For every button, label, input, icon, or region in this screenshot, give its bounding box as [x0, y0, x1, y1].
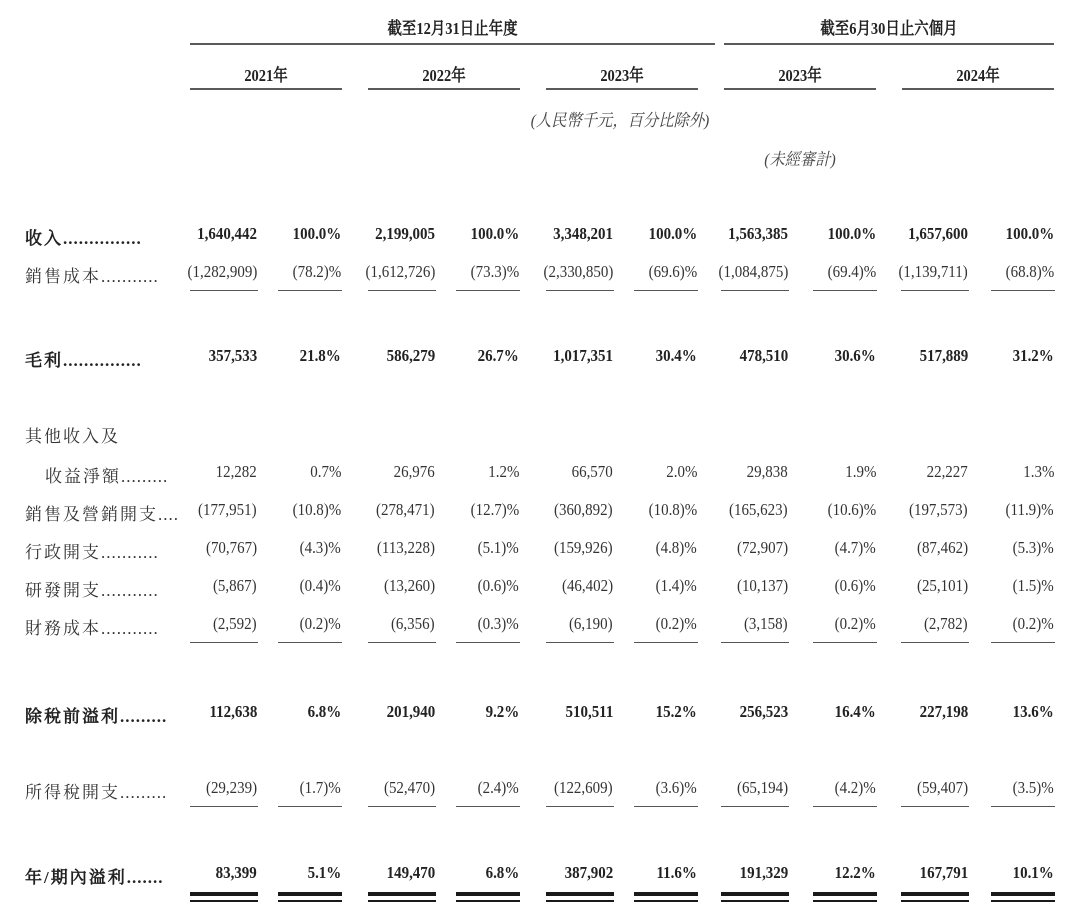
percent-cell: (3.5)%: [1012, 778, 1054, 797]
percent-cell: 11.6%: [656, 863, 697, 882]
subtotal-underline: [546, 642, 614, 643]
percent-cell: (68.8)%: [1005, 262, 1054, 281]
subtotal-underline: [991, 806, 1055, 807]
amount-cell: 2,199,005: [375, 224, 435, 243]
percent-cell: 6.8%: [307, 702, 341, 721]
total-double-underline: [901, 892, 969, 896]
percent-cell: (5.1)%: [477, 538, 519, 557]
percent-cell: 30.6%: [834, 346, 876, 365]
amount-cell: 1,640,442: [197, 224, 257, 243]
total-double-underline: [368, 900, 436, 902]
percent-cell: 10.1%: [1012, 863, 1054, 882]
subtotal-underline: [546, 290, 614, 291]
total-double-underline: [721, 900, 789, 902]
table-row: [0, 702, 1080, 728]
leader-dots: .........: [120, 707, 168, 726]
percent-cell: (5.3)%: [1012, 538, 1054, 557]
table-row: [0, 538, 1080, 564]
percent-cell: 100.0%: [470, 224, 519, 243]
total-double-underline: [813, 892, 877, 896]
amount-cell: (197,573): [909, 500, 968, 519]
subtotal-underline: [813, 290, 877, 291]
row-label: [25, 614, 159, 639]
subtotal-underline: [190, 642, 258, 643]
amount-cell: 29,838: [746, 462, 788, 481]
subtotal-underline: [278, 290, 342, 291]
amount-cell: (278,471): [376, 500, 435, 519]
percent-cell: (69.6)%: [648, 262, 697, 281]
percent-cell: 13.6%: [1012, 702, 1054, 721]
amount-cell: (59,407): [916, 778, 968, 797]
percent-cell: (0.4)%: [299, 576, 341, 595]
subtotal-underline: [456, 806, 520, 807]
percent-cell: (0.6)%: [477, 576, 519, 595]
unit-note: (人民幣千元，百分比除外): [530, 111, 710, 130]
amount-cell: (2,592): [213, 614, 257, 633]
row-label-text: 行政開支: [25, 543, 101, 562]
row-label: [25, 538, 159, 563]
leader-dots: ...........: [101, 543, 159, 562]
percent-cell: (4.8)%: [655, 538, 697, 557]
row-label-text: 收益淨額: [45, 467, 121, 486]
amount-cell: (5,867): [213, 576, 257, 595]
percent-cell: 1.9%: [844, 462, 876, 481]
header-group-six-months: 截至6月30日止六個月: [820, 19, 958, 38]
amount-cell: (1,084,875): [718, 262, 788, 281]
row-label-text: 除稅前溢利: [25, 707, 120, 726]
amount-cell: (165,623): [729, 500, 788, 519]
percent-cell: 100.0%: [648, 224, 697, 243]
row-label-text: 毛利: [25, 351, 63, 370]
percent-cell: (73.3)%: [470, 262, 519, 281]
percent-cell: 31.2%: [1012, 346, 1054, 365]
amount-cell: 83,399: [215, 863, 257, 882]
amount-cell: (25,101): [916, 576, 968, 595]
year-rule: [546, 88, 698, 90]
amount-cell: (2,330,850): [543, 262, 613, 281]
year-rule: [902, 88, 1054, 90]
amount-cell: (3,158): [744, 614, 788, 633]
subtotal-underline: [901, 290, 969, 291]
amount-cell: 149,470: [386, 863, 435, 882]
percent-cell: (0.6)%: [834, 576, 876, 595]
subtotal-underline: [813, 806, 877, 807]
leader-dots: ...........: [101, 581, 159, 600]
amount-cell: 1,017,351: [553, 346, 613, 365]
total-double-underline: [991, 892, 1055, 896]
amount-cell: 112,638: [209, 702, 257, 721]
subtotal-underline: [991, 290, 1055, 291]
row-label-text: 所得稅開支: [25, 783, 120, 802]
subtotal-underline: [813, 642, 877, 643]
year-header-2023-6m: 2023年: [778, 66, 822, 85]
row-label: [25, 346, 142, 371]
amount-cell: 256,523: [739, 702, 788, 721]
amount-cell: 387,902: [564, 863, 613, 882]
leader-dots: ...............: [63, 351, 142, 370]
leader-dots: .......: [126, 868, 164, 887]
percent-cell: 100.0%: [292, 224, 341, 243]
year-rule: [724, 88, 876, 90]
total-double-underline: [190, 892, 258, 896]
percent-cell: 9.2%: [485, 702, 519, 721]
percent-cell: (3.6)%: [655, 778, 697, 797]
amount-cell: (6,190): [569, 614, 613, 633]
amount-cell: (113,228): [376, 538, 435, 557]
total-double-underline: [634, 892, 698, 896]
leader-dots: .........: [120, 783, 168, 802]
percent-cell: (69.4)%: [827, 262, 876, 281]
leader-dots: ...............: [63, 229, 142, 248]
subtotal-underline: [368, 642, 436, 643]
amount-cell: (122,609): [554, 778, 613, 797]
total-double-underline: [278, 900, 342, 902]
amount-cell: 517,889: [919, 346, 968, 365]
total-double-underline: [546, 900, 614, 902]
amount-cell: 1,563,385: [728, 224, 788, 243]
subtotal-underline: [901, 642, 969, 643]
row-label: [25, 500, 179, 525]
subtotal-underline: [901, 806, 969, 807]
header-group-fiscal-year: 截至12月31日止年度: [387, 19, 518, 38]
percent-cell: 0.7%: [309, 462, 341, 481]
total-double-underline: [456, 892, 520, 896]
amount-cell: (72,907): [736, 538, 788, 557]
percent-cell: (2.4)%: [477, 778, 519, 797]
row-label: [25, 262, 159, 287]
subtotal-underline: [991, 642, 1055, 643]
amount-cell: (2,782): [924, 614, 968, 633]
percent-cell: 15.2%: [655, 702, 697, 721]
amount-cell: (1,612,726): [365, 262, 435, 281]
total-double-underline: [278, 892, 342, 896]
subtotal-underline: [634, 806, 698, 807]
amount-cell: (65,194): [736, 778, 788, 797]
leader-dots: ....: [158, 505, 179, 524]
row-label-text: 銷售及營銷開支: [25, 505, 158, 524]
amount-cell: 586,279: [386, 346, 435, 365]
total-double-underline: [368, 892, 436, 896]
subtotal-underline: [368, 806, 436, 807]
table-row: [0, 576, 1080, 602]
amount-cell: 191,329: [739, 863, 788, 882]
row-label-text: 銷售成本: [25, 267, 101, 286]
amount-cell: (1,139,711): [898, 262, 968, 281]
amount-cell: 167,791: [919, 863, 968, 882]
year-header-2022: 2022年: [422, 66, 466, 85]
amount-cell: (29,239): [205, 778, 257, 797]
subtotal-underline: [721, 642, 789, 643]
amount-cell: (46,402): [561, 576, 613, 595]
amount-cell: (177,951): [198, 500, 257, 519]
subtotal-underline: [456, 290, 520, 291]
total-double-underline: [190, 900, 258, 902]
row-label-text: 其他收入及: [25, 427, 120, 446]
percent-cell: 100.0%: [827, 224, 876, 243]
percent-cell: 26.7%: [477, 346, 519, 365]
subtotal-underline: [368, 290, 436, 291]
row-label: [25, 702, 167, 727]
amount-cell: 22,227: [926, 462, 968, 481]
row-label: [45, 462, 168, 487]
percent-cell: 1.3%: [1022, 462, 1054, 481]
table-row: [0, 346, 1080, 372]
percent-cell: (12.7)%: [470, 500, 519, 519]
subtotal-underline: [721, 806, 789, 807]
total-double-underline: [546, 892, 614, 896]
amount-cell: 1,657,600: [908, 224, 968, 243]
percent-cell: 12.2%: [834, 863, 876, 882]
percent-cell: 100.0%: [1005, 224, 1054, 243]
percent-cell: (4.7)%: [834, 538, 876, 557]
amount-cell: 66,570: [571, 462, 613, 481]
row-label-text: 收入: [25, 229, 63, 248]
percent-cell: (0.2)%: [1012, 614, 1054, 633]
table-row: [0, 500, 1080, 526]
amount-cell: 478,510: [739, 346, 788, 365]
amount-cell: (52,470): [383, 778, 435, 797]
table-row: [0, 462, 1080, 488]
table-row: [0, 863, 1080, 889]
percent-cell: (10.6)%: [827, 500, 876, 519]
year-rule: [368, 88, 520, 90]
percent-cell: 2.0%: [665, 462, 697, 481]
percent-cell: (0.2)%: [299, 614, 341, 633]
row-label-text: 財務成本: [25, 619, 101, 638]
percent-cell: (4.3)%: [299, 538, 341, 557]
amount-cell: (87,462): [916, 538, 968, 557]
total-double-underline: [813, 900, 877, 902]
header-rule-six-months: [724, 43, 1054, 45]
row-label-text: 研發開支: [25, 581, 101, 600]
amount-cell: 357,533: [208, 346, 257, 365]
header-rule-fiscal-year: [190, 43, 715, 45]
row-label: [25, 224, 142, 249]
year-rule: [190, 88, 342, 90]
amount-cell: 227,198: [919, 702, 968, 721]
percent-cell: 30.4%: [655, 346, 697, 365]
total-double-underline: [634, 900, 698, 902]
leader-dots: ...........: [101, 267, 159, 286]
year-header-2021: 2021年: [244, 66, 288, 85]
amount-cell: (360,892): [554, 500, 613, 519]
table-row: [0, 262, 1080, 288]
total-double-underline: [991, 900, 1055, 902]
subtotal-underline: [278, 642, 342, 643]
amount-cell: (13,260): [383, 576, 435, 595]
subtotal-underline: [634, 642, 698, 643]
subtotal-underline: [634, 290, 698, 291]
subtotal-underline: [456, 642, 520, 643]
amount-cell: 12,282: [215, 462, 257, 481]
percent-cell: (1.7)%: [299, 778, 341, 797]
amount-cell: 3,348,201: [553, 224, 613, 243]
subtotal-underline: [546, 806, 614, 807]
amount-cell: (10,137): [736, 576, 788, 595]
table-row: [0, 224, 1080, 250]
row-label: [25, 576, 159, 601]
leader-dots: ...........: [101, 619, 159, 638]
subtotal-underline: [721, 290, 789, 291]
percent-cell: (10.8)%: [292, 500, 341, 519]
percent-cell: 5.1%: [307, 863, 341, 882]
table-row: [0, 614, 1080, 640]
subtotal-underline: [190, 806, 258, 807]
percent-cell: (78.2)%: [292, 262, 341, 281]
leader-dots: .........: [121, 467, 169, 486]
amount-cell: 201,940: [386, 702, 435, 721]
year-header-2023-fy: 2023年: [600, 66, 644, 85]
percent-cell: (0.2)%: [834, 614, 876, 633]
subtotal-underline: [190, 290, 258, 291]
percent-cell: (1.4)%: [655, 576, 697, 595]
unaudited-note: (未經審計): [764, 150, 836, 169]
percent-cell: (1.5)%: [1012, 576, 1054, 595]
row-label: [25, 778, 167, 803]
amount-cell: (6,356): [391, 614, 435, 633]
percent-cell: (10.8)%: [648, 500, 697, 519]
subtotal-underline: [278, 806, 342, 807]
percent-cell: (4.2)%: [834, 778, 876, 797]
amount-cell: (70,767): [205, 538, 257, 557]
row-label-text: 年/期內溢利: [25, 868, 127, 887]
row-label: [25, 422, 120, 447]
percent-cell: 16.4%: [834, 702, 876, 721]
percent-cell: 21.8%: [299, 346, 341, 365]
percent-cell: 1.2%: [487, 462, 519, 481]
year-header-2024-6m: 2024年: [956, 66, 1000, 85]
percent-cell: 6.8%: [485, 863, 519, 882]
row-label: [25, 863, 163, 888]
total-double-underline: [456, 900, 520, 902]
percent-cell: (0.3)%: [477, 614, 519, 633]
percent-cell: (0.2)%: [655, 614, 697, 633]
percent-cell: (11.9)%: [1005, 500, 1054, 519]
amount-cell: 510,511: [565, 702, 613, 721]
amount-cell: (1,282,909): [187, 262, 257, 281]
amount-cell: 26,976: [393, 462, 435, 481]
amount-cell: (159,926): [554, 538, 613, 557]
table-row: [0, 778, 1080, 804]
total-double-underline: [721, 892, 789, 896]
table-row: [0, 422, 1080, 448]
total-double-underline: [901, 900, 969, 902]
